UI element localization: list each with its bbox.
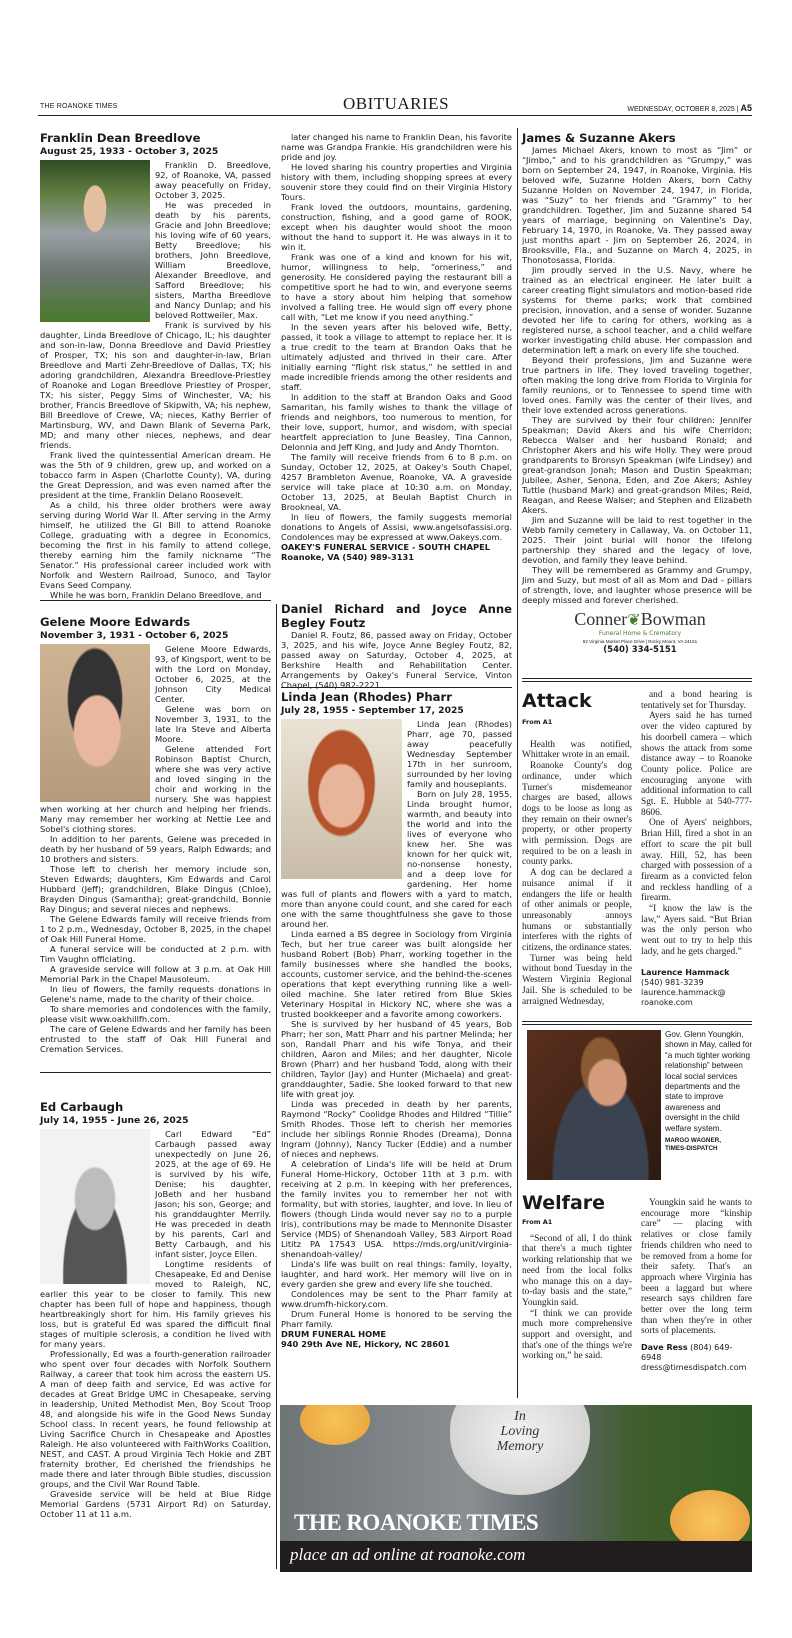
logo-address: 62 Virginia Market Place Drive | Rocky Mount, VA 24151 bbox=[582, 639, 698, 644]
obituary-carbaugh bbox=[40, 1100, 271, 1519]
credit-line: MARGO WAGNER, bbox=[665, 1137, 721, 1145]
paragraph: Graveside service will be held at Blue Ridge Memorial Gardens (5731 Airport Rd) on Saturday, October 11 at 11 a.m. bbox=[40, 1489, 271, 1519]
paragraph: A funeral service will be conducted at 2 p.m. with Tim Vaughn officiating. bbox=[40, 944, 271, 964]
story-column bbox=[522, 712, 632, 1007]
paragraph: A celebration of Linda's life will be held at Drum Funeral Home-Hickory, October 11th at 3 p.m. with receiving at 2 p.m. In keeping with her preferences, the family invites you to remember her not with formality, but with stories, laughter, and love. In lieu of flowers (though Linda would never say no to a purple Iris), contributions may be made to Mennonite Disaster Service (MDS) of Shenandoah Valley, 583 Airport Road Lititz PA 17543 USA. https://mds.org/unit/virginia-shenandoah-valley/ bbox=[281, 1159, 512, 1259]
funeral-home-name: OAKEY'S FUNERAL SERVICE - SOUTH CHAPEL bbox=[281, 542, 491, 552]
column-rule bbox=[517, 128, 518, 1398]
paragraph: Linda Jean (Rhodes) Pharr, age 70, passed away peacefully Wednesday September 17th in her sunroom, surrounded by her loving family and houseplants. bbox=[407, 719, 512, 789]
funeral-home-name: DRUM FUNERAL HOME bbox=[281, 1329, 387, 1339]
author-email[interactable]: dress@timesdispatch.com bbox=[641, 1363, 747, 1373]
paragraph: The family will receive friends from 6 to 8 p.m. on Sunday, October 12, 2025, at Oakey's South Chapel, 4257 Brambleton Avenue, Roanoke, VA. A graveside service will take place at 10:30 a.m. on Monday, October 13, 2025, at Beulah Baptist Church in Brookneal, VA. bbox=[281, 452, 512, 512]
page-number: A5 bbox=[740, 103, 752, 113]
paragraph: A dog can be declared a nuisance animal if it endangers the life or health of other animals or people, unreasonably annoys humans or substantially interferes with the rights of citizens, the ordinance states. bbox=[522, 868, 632, 954]
obituary-breedlove bbox=[40, 131, 271, 600]
funeral-home-contact: 940 29th Ave NE, Hickory, NC 28601 bbox=[281, 1339, 450, 1349]
paragraph: and a bond hearing is tentatively set for Thursday. bbox=[641, 690, 752, 711]
logo-tagline: Funeral Home & Crematory bbox=[598, 630, 682, 637]
brand-logo: THE ROANOKE TIMES bbox=[294, 1510, 539, 1535]
double-rule bbox=[522, 1021, 752, 1025]
paragraph: In lieu of flowers, the family requests donations in Gelene's name, made to the charity of their choice. bbox=[40, 984, 271, 1004]
news-photo bbox=[527, 1030, 661, 1180]
paragraph: Franklin D. Breedlove, 92, of Roanoke, VA, passed away peacefully on Friday, October 3, 2025. bbox=[155, 160, 271, 200]
heart-inscription bbox=[480, 1409, 560, 1454]
obituary-name: James & Suzanne Akers bbox=[522, 131, 676, 145]
portrait-photo bbox=[281, 719, 402, 879]
paragraph: Frank loved the outdoors, mountains, gardening, construction, fishing, and a good game of ROOK, except when his daughter would shoot the moon without the hand to support it. He was always in it to win it. bbox=[281, 202, 512, 252]
inscription-line: In bbox=[514, 1409, 526, 1424]
paragraph: In the seven years after his beloved wife, Betty, passed, it took a village to attempt to replace her. It is a true credit to the team at Brandon Oaks that he ultimately adjusted and thrived in their care. After initially earning “flight risk status,” he settled in and made incredible friends among the other residents and staff. bbox=[281, 322, 512, 392]
paragraph: To share memories and condolences with the family, please visit www.oakhillfh.com. bbox=[40, 1004, 271, 1024]
paragraph: Ayers said he has turned over the video captured by his doorbell camera – which shows the attack from some distance away – to Roanoke County police. Police are encouraging anyone with additional information to call Sgt. E. Hubble at 540-777-8606. bbox=[641, 711, 752, 818]
paragraphs bbox=[522, 145, 752, 605]
paragraph: later changed his name to Franklin Dean, his favorite name was Grandpa Frankie. His grandchildren were his pride and joy. bbox=[281, 132, 512, 162]
funeral-home-contact: Roanoke, VA (540) 989-3131 bbox=[281, 552, 415, 562]
paragraph: As a child, his three older brothers were away serving during World War II. After serving in the Army himself, he utilized the GI Bill to attend Roanoke College, graduating with a degree in Economics, becoming the first in his family to attend college, thereby earning him the family nickname “The Senator.” His professional career included work with Norfolk and Western Railroad, Sunoco, and Taylor Evans Seed Company. bbox=[40, 500, 271, 590]
obituary-name: Franklin Dean Breedlove bbox=[40, 131, 201, 145]
paragraph: James Michael Akers, known to most as “Jim” or “Jimbo,” and to his grandchildren as “Grumpy,” was born on September 24, 1947, in Roanoke, Virginia. His beloved wife, Suzanne Holden Akers, born Cathy Suzanne Holden on November 24, 1947, in Florida, was “Suzy” to her friends and “Grammy” to her grandchildren. Together, Jim and Suzanne shared 54 years of marriage, beginning on Valentine's Day, February 14, 1970, in Roanoke, Va. They passed away just months apart - Jim on September 26, 2024, in Brooksville, Fla., and Suzanne on March 4, 2025, in Thonotosassa, Florida. bbox=[522, 145, 752, 265]
paragraph: Turner was being held without bond Tuesday in the Western Virginia Regional Jail. She is scheduled to be arraigned Wednesday, bbox=[522, 953, 632, 1007]
paragraphs bbox=[522, 1234, 632, 1362]
byline bbox=[641, 1343, 752, 1373]
paragraph: Gelene attended Fort Robinson Baptist Church, where she was very active and loved singing in the choir and working in the nursery. She was happiest when working at her church and helping her friends. Many may remember her working at Nettie Lee and Sobel's clothing stores. bbox=[40, 744, 271, 834]
paragraph: Professionally, Ed was a fourth-generation railroader who spent over four decades with Norfolk Southern Railway, a career that took him across the eastern US. A man of deep faith and service, Ed was active for decades at Great Bridge UMC in Chesapeake, serving in leadership, United Methodist Men, Boy Scout Troop 48, and alongside his wife in the Good News Sunday School class. In recent years, he found fellowship at Living Sacrifice Church in Chesapeake and Apostles Raleigh. He also volunteered with FaithWorks Coalition, NEST, and CAST. A proud Virginia Tech Hokie and ZBT fraternity brother, Ed cherished the friendships he made there and later through Bible studies, discussion groups, and the Civil War Round Table. bbox=[40, 1349, 271, 1489]
paragraph: Born on July 28, 1955, Linda brought humor, warmth, and beauty into the world and into the lives of everyone who knew her. She was known for her quick wit, no-nonsense honesty, and a deep love for gardening. Her home was full of plants and flowers with a yard to match, more than anyone could count, and she cared for each one with the same thoughtfulness she gave to those around her. bbox=[281, 789, 512, 929]
issue-info bbox=[627, 103, 752, 113]
paragraph: Frank is survived by his daughter, Linda Breedlove of Chicago, IL; his daughter and son-in-law, Donna Breedlove and David Priestley of Prosper, TX; his son and daughter-in-law, Brian Breedlove and Marti Zehr-Breedlove of Dallas, TX; his adoring grandchildren, Alexandra Breedlove-Priestley of Roanoke and Logan Breedlove Priestley of Prosper, TX; his sister, Peggy Sims of Winchester, VA; his brother, Francis Breedlove of Skipwith, VA; his nephew, Bill Breedlove of Crewe, VA; nieces, Kathy Berrier of Martinsburg, WV, and Dawn Blank of Severna Park, MD; and many other nieces, nephews, and dear friends. bbox=[40, 320, 271, 450]
paragraph: One of Ayers' neighbors, Brian Hill, fired a shot in an effort to scare the pit bull away. Hill, 52, has been charged with possession of a firearm as a convicted felon and reckless handling of a firearm. bbox=[641, 818, 752, 904]
obituary-name: Daniel Richard and Joyce Anne Begley Foutz bbox=[281, 602, 512, 630]
paragraph: Jim and Suzanne will be laid to rest together in the Webb family cemetery in Callaway, Va. on October 11, 2025. Their joint burial will honor the lifelong partnership they shared and the legacy of love, devotion, and family they leave behind. bbox=[522, 515, 752, 565]
paragraph: Carl Edward “Ed” Carbaugh passed away unexpectedly on June 26, 2025, at the age of 69. He is survived by his wife, Denise; his daughter, JoBeth and her husband Jason; his son, George; and his granddaughter Merrily. He was preceded in death by his parents, Carl and Betty Carbaugh, and his infant sister, Joyce Ellen. bbox=[155, 1129, 271, 1259]
paragraph: Condolences may be sent to the Pharr family at www.drumfh-hickory.com. bbox=[281, 1289, 512, 1309]
paragraph: Gelene was born on November 3, 1931, to the late Ira Steve and Alberta Moore. bbox=[155, 704, 271, 744]
double-rule bbox=[522, 678, 752, 682]
obituary-breedlove-continued bbox=[281, 132, 512, 562]
paragraph: She is survived by her husband of 45 years, Bob Pharr; her son, Matt Pharr and his partner Melinda; her son, Randall Pharr and his wife Tonya, and their children, Aaron and Miles; and her daughter, Nicole Brown (Pharr) and her husband Todd, along with their children, Taylor (Jay) and Hunter (Michaela) and great-granddaughter, Sadie. She looked forward to that new life with great joy. bbox=[281, 1019, 512, 1099]
paragraph: Longtime residents of Chesapeake, Ed and Denise moved to Raleigh, NC, earlier this year to be closer to family. This new chapter has been full of hope and happiness, though heartbreakingly short for him. His family grieves his loss, but is grateful Ed was spared the difficult final stages of multiple sclerosis, a condition he lived with for many years. bbox=[40, 1259, 271, 1349]
obituary-dates: August 25, 1933 - October 3, 2025 bbox=[40, 146, 219, 157]
obituary-foutz bbox=[281, 602, 512, 690]
paragraph: Frank was one of a kind and known for his wit, humor, willingness to help, “orneriness,” and generosity. He considered paying the restaurant bill a competitive sport he had to win, and everyone seems to have a story about him helping that somehow involved a falling tree. He would sign off every phone call with, “Let me know if you need anything.” bbox=[281, 252, 512, 322]
memory-ad-banner[interactable] bbox=[280, 1405, 752, 1572]
caption-text: Gov. Glenn Youngkin, shown in May, called for “a much tighter working relationship” between local social services departments and the state to improve awareness and oversight in the child welfare system. bbox=[665, 1030, 753, 1133]
cta-link[interactable]: place an ad online at roanoke.com bbox=[290, 1545, 526, 1564]
story-column bbox=[641, 690, 752, 1008]
paragraph: Jim proudly served in the U.S. Navy, where he trained as an electrical engineer. He later built a career creating flight simulators and motion-based ride systems for theme parks; work that combined precision, innovation, and a sense of wonder. Suzanne devoted her life to caring for others, working as a registered nurse, a school teacher, and a child welfare worker investigating child abuse. Her compassion and determination left a mark on every life she touched. bbox=[522, 265, 752, 355]
paragraph: “I know the law is the law,” Ayers said. “But Brian was the only person who went out to try to help this lady, and he gets charged.” bbox=[641, 904, 752, 957]
paragraph: “Second of all, I do think that there's a much tighter working relationship that we need from the local folks who manage this on a day-to-day basis and the state,” Youngkin said. bbox=[522, 1233, 632, 1308]
jump-label: From A1 bbox=[522, 718, 553, 726]
inscription-line: Memory bbox=[496, 1439, 544, 1454]
funeral-home-logo bbox=[560, 610, 720, 655]
obituary-akers bbox=[522, 131, 752, 605]
paragraph: He loved sharing his country properties and Virginia history with them, including shopping sprees at every souvenir store they could find on their Virginia History Tours. bbox=[281, 162, 512, 202]
paragraph: They are survived by their four children: Jennifer Speakman; David Akers and his wife Cherridon; Rebecca Walser and her husband Ronald; and Christopher Akers and his wife Holly. They were proud grandparents to Bronsyn Speakman (wife Lindsey) and great-grandson Jonah; Mason and Dustin Speakman; Jubilee, Asher, Senona, Eden, and Zoe Akers; Ashley Tuttle (husband Mark) and great-grandson Miles; Reid, Reagan, and Reese Walser; and Stephen and Elizabeth Akers. bbox=[522, 415, 752, 515]
obituary-name: Linda Jean (Rhodes) Pharr bbox=[281, 690, 452, 704]
section-title: OBITUARIES bbox=[342, 94, 450, 113]
author-name: Dave Ress bbox=[641, 1343, 688, 1353]
header-rule bbox=[38, 115, 752, 116]
paragraph: Linda's life was built on real things: family, loyalty, laughter, and hard work. Her memory will live on in every garden she grew and every life she touched. bbox=[281, 1259, 512, 1289]
inscription-line: Loving bbox=[500, 1424, 540, 1439]
paragraphs bbox=[281, 132, 512, 542]
paper-name: THE ROANOKE TIMES bbox=[40, 103, 118, 110]
paragraphs bbox=[641, 690, 752, 958]
portrait-photo bbox=[40, 160, 150, 322]
obituary-dates: July 14, 1955 - June 26, 2025 bbox=[40, 1115, 189, 1126]
attack-story bbox=[522, 690, 752, 1008]
paragraph: Those left to cherish her memory include son, Steven Edwards; daughters, Kim Edwards and Carol Hubbard (Jeff); grandchildren, Blake Dingus (Chloe), Brayden Dingus (Samantha); great-grandchild, Bonnie Ray Dingus; and several nieces and nephews. bbox=[40, 864, 271, 914]
author-email[interactable]: laurence.hammack@ roanoke.com bbox=[641, 987, 726, 1007]
paragraph: He was preceded in death by his parents, Gracie and John Breedlove; his loving wife of 60 years, Betty Breedlove; his brothers, John Breedlove, William Breedlove, Alexander Breedlove, and Safford Breedlove; his sisters, Martha Breedlove and Nancy Dunlap; and his beloved Rottweiler, Max. bbox=[155, 200, 271, 320]
photo-caption bbox=[665, 1030, 753, 1153]
paragraph: The care of Gelene Edwards and her family has been entrusted to the staff of Oak Hill Funeral and Cremation Services. bbox=[40, 1024, 271, 1054]
credit-line: TIMES-DISPATCH bbox=[665, 1145, 718, 1153]
obituary-name: Ed Carbaugh bbox=[40, 1100, 124, 1114]
paragraph: “I think we can provide much more comprehensive support and oversight, and that's one of the things we're working on,” he said. bbox=[522, 1308, 632, 1362]
logo-phone: (540) 334-5151 bbox=[603, 645, 677, 655]
portrait-photo bbox=[40, 1129, 150, 1284]
cta-band bbox=[280, 1541, 752, 1572]
author-phone: (804) 649-6948 bbox=[641, 1343, 733, 1363]
paragraph: Drum Funeral Home is honored to be serving the Pharr family. bbox=[281, 1309, 512, 1329]
portrait-photo bbox=[40, 644, 150, 802]
paragraph: Youngkin said he wants to encourage more “kinship care” — placing with relatives or close family friends children who need to be removed from a home for their safety. That's an approach where Virginia has been a laggard but where research says children fare better over the long term than when they're in other sorts of placements. bbox=[641, 1198, 752, 1337]
paragraph: Roanoke County's dog ordinance, under which Turner's misdemeanor charges are based, allows dogs to be loose as long as they remain on their owner's property, or other property with permission. Dogs are required to be on a leash in county parks. bbox=[522, 761, 632, 868]
paragraph: In addition to her parents, Gelene was preceded in death by her husband of 59 years, Ralph Edwards; and 10 brothers and sisters. bbox=[40, 834, 271, 864]
obituary-name: Gelene Moore Edwards bbox=[40, 615, 191, 629]
paragraph: In addition to the staff at Brandon Oaks and Good Samaritan, his family wishes to thank the village of friends and neighbors, too numerous to mention, for their love, support, humor, and wisdom, with special heartfelt appreciation to June Beasley, Tina Cannon, Delonnia and Jeff King, and Judy and Andy Thornton. bbox=[281, 392, 512, 452]
paragraphs bbox=[522, 740, 632, 1008]
divider bbox=[40, 600, 271, 601]
separator: | bbox=[736, 106, 739, 113]
paragraph: Frank lived the quintessential American dream. He was the 5th of 9 children, grew up, and worked on a tobacco farm in Aspen (Charlotte County), VA, during the Great Depression, and was even named after the president at the time, Franklin Delano Roosevelt. bbox=[40, 450, 271, 500]
paragraph: Beyond their professions, Jim and Suzanne were true partners in life. They loved traveling together, often making the long drive from Florida to Virginia for family reunions, or to Tennessee to spend time with loved ones. Family was the center of their lives, and their love extended across generations. bbox=[522, 355, 752, 415]
story-column bbox=[641, 1198, 752, 1373]
flower-image bbox=[300, 1405, 370, 1445]
paragraph: They will be remembered as Grammy and Grumpy, Jim and Suzy, but most of all as Mom and Dad - pillars of strength, love, and laughter whose presence will be deeply missed and forever cherished. bbox=[522, 565, 752, 605]
author-phone: (540) 981-3239 bbox=[641, 977, 704, 987]
byline bbox=[641, 968, 752, 1008]
paragraph: A graveside service will follow at 3 p.m. at Oak Hill Memorial Park in the Chapel Mausoleum. bbox=[40, 964, 271, 984]
paragraph: The Gelene Edwards family will receive friends from 1 to 2 p.m., Wednesday, October 8, 2025, in the chapel of Oak Hill Funeral Home. bbox=[40, 914, 271, 944]
author-name: Laurence Hammack bbox=[641, 967, 730, 977]
paragraph: Health was notified, Whittaker wrote in an email. bbox=[522, 739, 632, 761]
obituary-dates: November 3, 1931 - October 6, 2025 bbox=[40, 630, 229, 641]
column-rule bbox=[276, 604, 277, 1569]
obituary-edwards bbox=[40, 615, 271, 1054]
leaf-icon: ❦ bbox=[627, 612, 641, 629]
logo-name-left: Conner bbox=[574, 609, 628, 629]
headline: Attack bbox=[522, 690, 592, 712]
logo-name-right: Bowman bbox=[640, 609, 706, 629]
paragraph: In lieu of flowers, the family suggests memorial donations to Angels of Assisi, www.angelsofassisi.org. Condolences may be expressed at www.Oakeys.com. bbox=[281, 512, 512, 542]
paragraphs bbox=[281, 630, 512, 690]
divider bbox=[40, 1072, 271, 1073]
welfare-story bbox=[522, 1192, 752, 1373]
paragraphs bbox=[641, 1198, 752, 1337]
issue-date: WEDNESDAY, OCTOBER 8, 2025 bbox=[627, 106, 735, 113]
story-column bbox=[522, 1214, 632, 1362]
paragraph: Gelene Moore Edwards, 93, of Kingsport, went to be with the Lord on Monday, October 6, 2025, at the Johnson City Medical Center. bbox=[155, 644, 271, 704]
paragraph: While he was born, Franklin Delano Breedlove, and bbox=[50, 590, 262, 600]
headline: Welfare bbox=[522, 1192, 606, 1214]
paragraph: Daniel R. Foutz, 86, passed away on Friday, October 3, 2025, and his wife, Joyce Anne Begley Foutz, 82, passed away on Saturday, October 4, 2025, at Berkshire Health and Rehabilitation Center. Arrangements by Oakey's Funeral Service, Vinton Chapel, (540) 982-2221. bbox=[281, 630, 512, 690]
paragraph: Linda earned a BS degree in Sociology from Virginia Tech, but her true career was built alongside her husband Robert (Bob) Pharr, working together in the family businesses where she handled the books, accounts, customer service, and the behind-the-scenes operations that kept everything running like a well-oiled machine. She later retired from Blue Skies Veterinary Hospital in Hickory NC, where she was a trusted bookkeeper and a favorite among coworkers. bbox=[281, 929, 512, 1019]
jump-label: From A1 bbox=[522, 1218, 553, 1226]
obituary-pharr bbox=[281, 690, 512, 1349]
photo-credit bbox=[665, 1137, 753, 1153]
obituary-dates: July 28, 1955 - September 17, 2025 bbox=[281, 705, 464, 716]
paragraph: Linda was preceded in death by her parents, Raymond “Rocky” Coolidge Rhodes and Hildred “Tillie” Smith Rhodes. Those left to cherish her memories include her siblings Ronnie Rhodes (Dreama), Donna Ingram (Johnny), Nancy Tucker (Eddie) and a number of nieces and nephews. bbox=[281, 1099, 512, 1159]
